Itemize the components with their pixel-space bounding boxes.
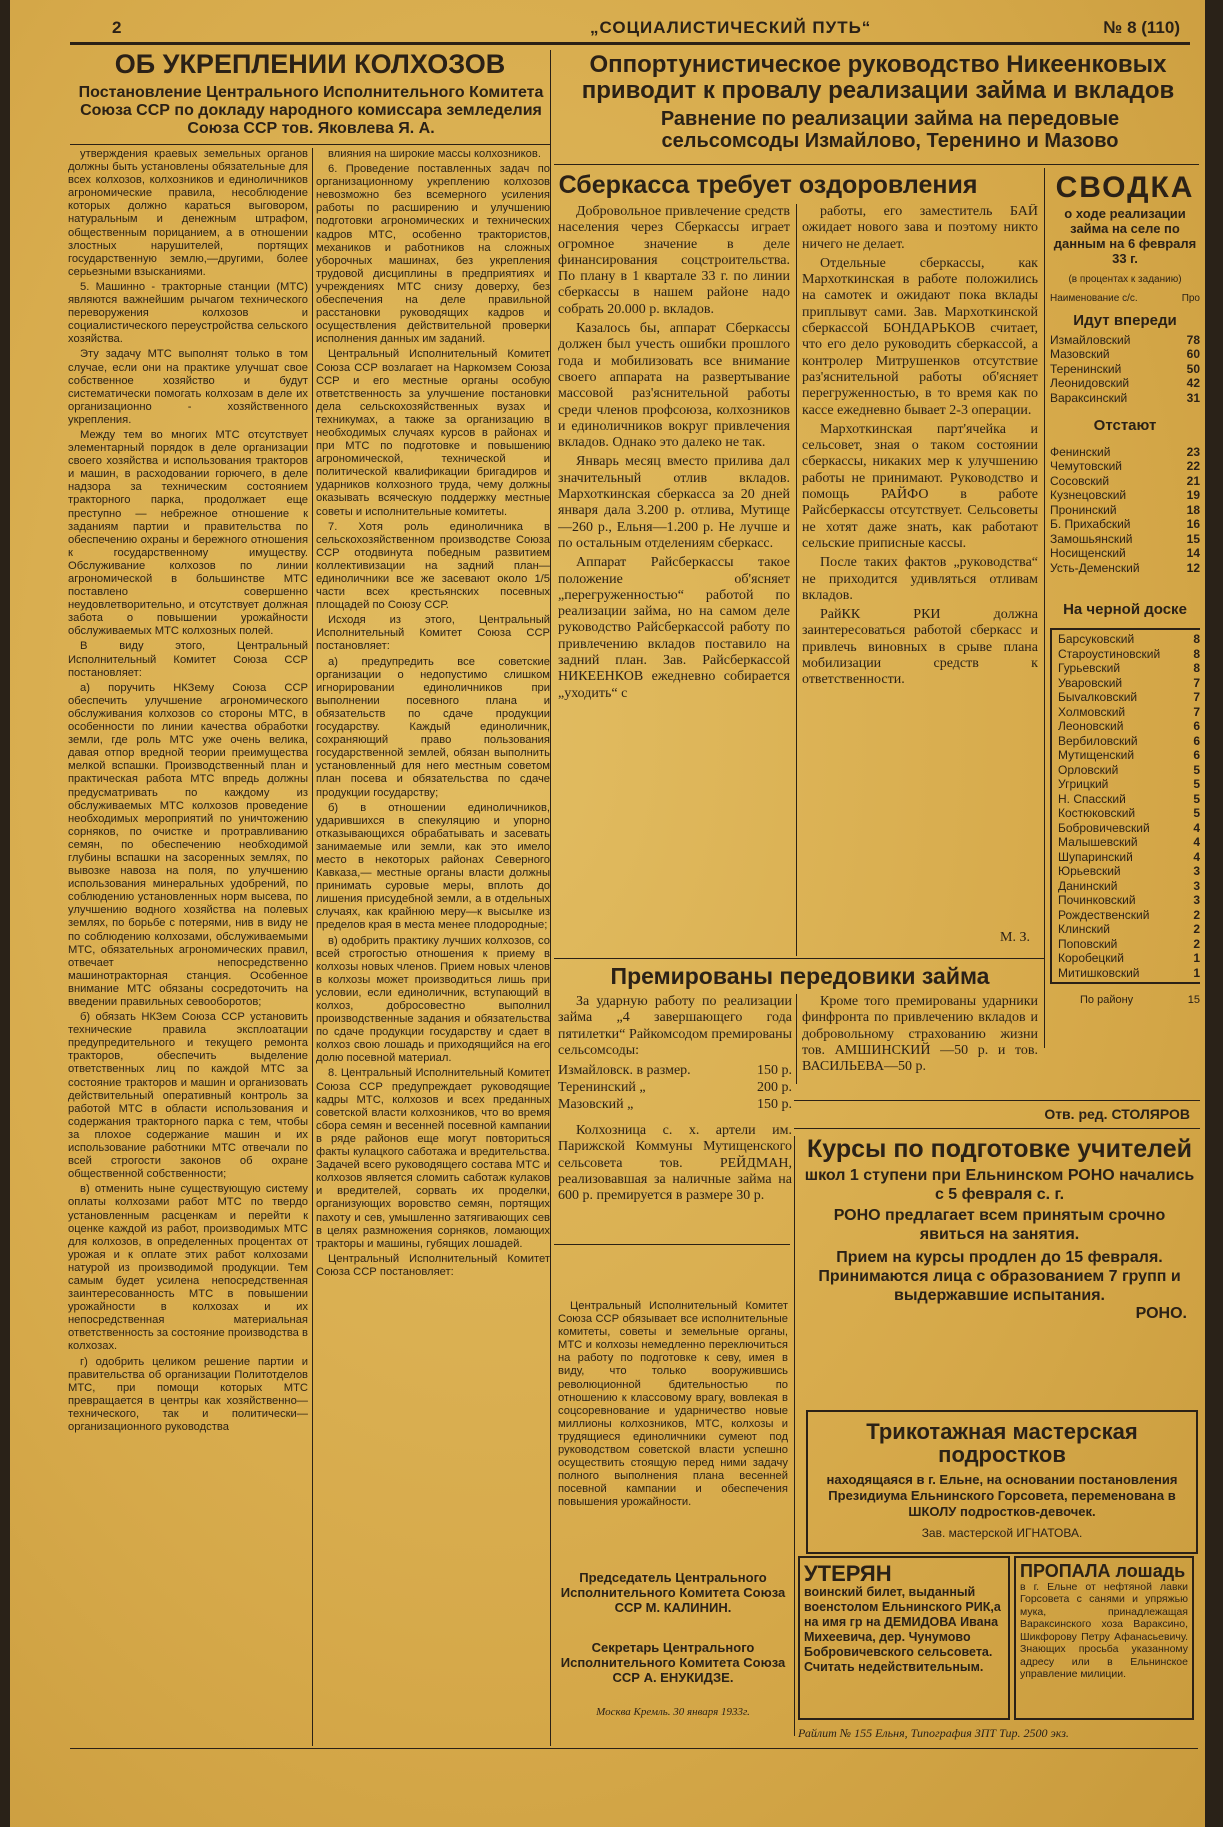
column-rule: [796, 204, 797, 956]
percent-value: 3: [1193, 893, 1200, 908]
prize-sum: 150 р.: [757, 1063, 792, 1079]
svodka-row: [1058, 879, 1200, 894]
lead-subhead: Постановление Центрального Исполнительного Комитета Союза ССР по докладу народного комиссара земледелия Союза ССР тов. Яковлева Я. А.: [78, 84, 544, 137]
settlement-name: Поповский: [1058, 936, 1118, 951]
editor-line: Отв. ред. СТОЛЯРОВ: [1044, 1106, 1190, 1122]
percent-value: 16: [1186, 517, 1200, 531]
paragraph: После таких фактов „руководства“ не приходится удивляться отливам вкладов.: [802, 555, 1038, 603]
percent-value: 12: [1186, 560, 1200, 575]
svodka-laggers-list: [1050, 445, 1200, 576]
svodka-row: [1050, 488, 1200, 503]
svodka-row: [1058, 966, 1200, 981]
percent-value: 15: [1186, 531, 1200, 546]
svodka-district-row: [1050, 994, 1200, 1006]
percent-value: 5: [1193, 777, 1200, 792]
settlement-name: Рождественский: [1058, 907, 1150, 922]
knit-sign: Зав. мастерской ИГНАТОВА.: [921, 1526, 1083, 1541]
settlement-name: Носищенский: [1050, 546, 1126, 560]
percent-value: 50: [1186, 361, 1200, 376]
settlement-name: Вербиловский: [1058, 733, 1138, 748]
settlement-name: Н. Спасский: [1058, 791, 1126, 806]
percent-value: 1: [1193, 965, 1200, 980]
settlement-name: Починковский: [1058, 893, 1136, 908]
bottom-rule: [70, 1748, 1198, 1749]
courses-sign: РОНО.: [1135, 1305, 1187, 1323]
courses-headline: Курсы по подготовке учителей: [807, 1136, 1192, 1163]
horse-body: в г. Ельне от нефтяной лавки Горсовета с санями и упряжью мука, принадлежащая Варакcинского хоза Варакcино, Шикфорову Петру Афанасьевичу. Знающих просьба указанному адресу или в Ельнинское управление милиции.: [1020, 1580, 1188, 1681]
svodka-note: (в процентах к заданию): [1068, 273, 1182, 285]
paragraph: Отдельные сберкассы, как Мархоткинская в работе положились на самотек и ожидают пока вклады приплывут сами. Зав. Мархоткинской сберкассой БОНДАРЬКОВ считает, что его дело руководить сберкассой, а контролер Митрушенков отсутствие раз'яснительной работы об'ясняет перегруженностью, в то время как по кассе ежедневно бывает 2-3 операции.: [802, 255, 1038, 418]
svodka-row: [1058, 748, 1200, 763]
settlement-name: Теренинский: [1050, 361, 1122, 376]
paragraph: Казалось бы, аппарат Сберкассы должен был учесть ошибки прошлого года и мобилизовать все внимание своего аппарата на развертывание массовой раз'яснительной работы среди членов профсоюза, колхозников и единоличников вокруг привлечения вкладов. Однако это далеко не так.: [558, 321, 790, 451]
percent-value: 5: [1193, 762, 1200, 777]
svodka-row: [1058, 777, 1200, 792]
newspaper-page: [10, 0, 1205, 1827]
lost-body: воинский билет, выданный военстолом Ельнинского РИК,а на имя гр на ДЕМИДОВА Ивана Михеевича, дер. Чунумово Бобровичевского сельсовета.: [804, 1585, 1001, 1660]
svodka-row: [1050, 517, 1200, 532]
imprint: Райлит № 155 Ельня, Типография ЗПТ Тир. 2500 экз.: [798, 1726, 1069, 1740]
black-board-box: [1050, 628, 1200, 984]
paragraph: в) отменить ныне существующую систему оплаты колхозами работ МТС по твердо установленным расценкам и перейти к оценке каждой из работ, производимых МТС для колхозов, в определенных процентах от урожая и к оплате этих работ колхозами натурой из производимой продукции. Тем самым будет усилена непосредственная заинтересованность МТС в повышении урожайности в колхозах и их непосредственная материальная ответственность за состояние производства в колхозах.: [68, 1183, 308, 1353]
paragraph: Центральный Исполнительный Комитет Союза ССР возлагает на Наркомзем Союза ССР и его местные органы особую ответственность за улучшение постановки дела сельскохозяйственных вузах и техникумах, а также за организацию в необходимых случаях курсов в районах и при МТС по подготовке и повышению агрономической, технической и политической квалификации бригадиров и ударников колхозного труда, чему должны оказывать всяческую поддержку местные советы и исполнительные комитеты.: [316, 348, 550, 518]
percent-value: 23: [1186, 444, 1200, 459]
percent-value: 8: [1193, 646, 1200, 661]
svodka-row: [1050, 362, 1200, 377]
percent-value: 14: [1186, 546, 1200, 560]
paragraph: Между тем во многих МТС отсутствует элементарный порядок в деле организации своего хозяйства и использования тракторов и машин, в расходовании горючего, в деле надзора за техническим состоянием тракторного парка, продолжает еще преступно — небрежное отношение к заданиям партии и правительства по обеспечению охраны и бережного отношения к государственному имуществу. Обслуживание колхозов по линии агрономической в большинстве МТС поставлено совершенно неудовлетворительно, и отсутствует должная забота о повышении урожайности обслуживаемых МТС колхозных полей.: [68, 428, 308, 638]
prize-text2: Колхозница с. х. артели им. Парижской Коммуны Мутищенского сельсовета тов. РЕЙДМАН, реализовавшая за наличные займа на 600 р. премируется в размере 30 р.: [558, 1123, 792, 1204]
svodka-row: [1058, 835, 1200, 850]
prize-row: [558, 1079, 792, 1096]
svodka-leaders-list: [1050, 333, 1200, 406]
settlement-name: Угрицкий: [1058, 777, 1109, 792]
settlement-name: Мутищенский: [1058, 748, 1135, 763]
svodka-row: [1058, 647, 1200, 662]
prize-column-b: [802, 994, 1038, 1094]
prize-text3: Кроме того премированы ударники финфронта по привлечению вкладов и добровольному страхованию жизни тов. АМШИНСКИЙ —50 р. и тов. ВАСИЛЬЕВА—50 р.: [802, 994, 1038, 1075]
svodka-subtitle: о ходе реализации займа на селе по данным на 6 февраля 33 г.: [1053, 205, 1197, 266]
svodka-title: СВОДКА: [1055, 172, 1195, 204]
svodka-row: [1050, 376, 1200, 391]
divider: [794, 1100, 1200, 1101]
paragraph: 6. Проведение поставленных задач по организационному укреплению колхозов невозможно без всемерного усиления работы по расширению и улучшению подготовки агрономических и технических кадров МТС, особенно трактористов, механиков и работников на сложных уборочных машинах, без укрепления трудовой дисциплины в предприятиях и учреждениях МТС снизу доверху, без обеспечения на деле правильной расстановки руководящих кадров и осуществления действительной проверки исполнения данных им заданий.: [316, 163, 550, 346]
column-rule: [1044, 168, 1045, 1048]
signature-enukidze: Секретарь Центрального Исполнительного Комитета Союза ССР А. ЕНУКИДЗЕ.: [560, 1640, 786, 1685]
settlement-name: Б. Прихабский: [1050, 517, 1131, 531]
percent-value: 4: [1193, 849, 1200, 864]
svodka-panel: [1050, 172, 1200, 1052]
svodka-row: [1058, 719, 1200, 734]
settlement-name: Гурьевский: [1058, 661, 1121, 676]
prize-council: Измайловск. в размер.: [558, 1063, 691, 1079]
settlement-name: Леонидовский: [1050, 376, 1130, 391]
sberkassa-column-b: [802, 204, 1038, 924]
paragraph: б) обязать НКЗем Союза ССР установить технические правила эксплоатации предупредительного и текущего ремонта тракторов, обеспечить выделение ответственных лиц по каждой МТС за состояние тракторов и машин и организовать действительный оперативный контроль за работой МТС в области использования и содержания тракторного парка с тем, чтобы за плохое содержание машин и их использование работники МТС отвечали по всей строгости законов об охране общественной собственности;: [68, 1011, 308, 1181]
svodka-row: [1058, 690, 1200, 705]
knit-workshop-ad: [806, 1410, 1198, 1554]
settlement-name: Быvалковский: [1058, 690, 1138, 705]
paragraph: Центральный Исполнительный Комитет Союза ССР обязывает все исполнительные комитеты, советы и земельные органы, МТС и колхозы немедленно переключиться на работу по подготовке к севу, имея в виду, что только вооружившись революционной бдительностью по отношению к классовому врагу, вовлекая в соцсоревнование и ударничество новые миллионы колхозников, МТС, колхозы и трудящиеся единоличники сумеют под руководством советской власти успешно осуществить стоящую перед ними задачу полного выполнения плана весенней посевной кампании и обеспечения повышения урожайности.: [558, 1300, 788, 1509]
lost-ad: [798, 1556, 1010, 1720]
percent-value: 7: [1193, 704, 1200, 719]
column-rule: [550, 50, 551, 1746]
settlement-name: Клинский: [1058, 922, 1110, 937]
lead-headline: ОБ УКРЕПЛЕНИИ КОЛХОЗОВ: [114, 49, 506, 79]
percent-value: 6: [1193, 748, 1200, 763]
svodka-row: [1050, 333, 1200, 348]
svodka-row: [1058, 922, 1200, 937]
prize-council: Теренинский „: [558, 1080, 646, 1096]
paragraph: работы, его заместитель БАЙ ожидает нового зава и поэтому никто ничего не делает.: [802, 204, 1038, 252]
percent-value: 19: [1186, 488, 1200, 502]
percent-value: 21: [1186, 473, 1200, 488]
percent-value: 78: [1186, 332, 1200, 347]
settlement-name: Мазовский: [1050, 347, 1110, 362]
horse-head: ПРОПАЛА лошадь: [1020, 1561, 1186, 1581]
lead-column-2: [316, 148, 550, 1746]
settlement-name: Замошьянский: [1050, 531, 1133, 546]
settlement-name: Митишковский: [1058, 965, 1140, 980]
settlement-name: Усть-Деменский: [1050, 560, 1140, 575]
percent-value: 31: [1186, 390, 1200, 405]
paragraph: а) поручить НКЗему Союза ССР обеспечить улучшение агрономического обслуживания колхозов со стороны МТС, в особенности по линии качества обработки земли, где роль МТС уже очень велика, давая отпор вредной теории преимущества мелкой вспашки. Производственный план и практическая работа МТС впредь должны предусматривать по каждому из обслуживаемых МТС колхозов проведение необходимых мероприятий по уничтожению сорняков, по очистке и протравливанию семян, по обеспечению необходимой глубины вспашки на засоренных землях, по вывозке навоза на поля, по улучшению использования минеральных удобрений, по соблюдению установленных норм высева, по улучшению водного хозяйства на полевых землях, по борьбе с потерями, нив в виду не по соблюдению колхозами, обслуживаемыми МТС, обязательных агрономических правил, отвечает непосредственно машинотракторная станция. Особенное внимание МТС обязаны сосредоточить на введении правильных севооборотов;: [68, 681, 308, 1008]
issue-number: № 8 (110): [1103, 18, 1180, 37]
paragraph: Мархоткинская парт'ячейка и сельсовет, зная о таком состоянии сберкассы, никаких мер к улучшению работы не принимают. Руководство и помощь РАЙФО в работе Райсберкассы отсутствует. Сельсоветы не хотят даже знать, как работают сельские приписные кассы.: [802, 421, 1038, 551]
settlement-name: Фенинский: [1050, 444, 1111, 459]
sberkassa-column-a: [558, 204, 790, 956]
divider: [794, 1128, 1200, 1129]
svodka-row: [1058, 864, 1200, 879]
percent-value: 2: [1193, 907, 1200, 922]
svodka-lead-heading: Идут впереди: [1073, 311, 1177, 329]
svodka-row: [1050, 459, 1200, 474]
column-rule: [794, 1136, 795, 1736]
paragraph: Исходя из этого, Центральный Исполнительный Комитет Союза ССР постановляет:: [316, 614, 550, 653]
settlement-name: Орловский: [1058, 762, 1119, 777]
percent-value: 5: [1193, 806, 1200, 821]
settlement-name: Бобровичевский: [1058, 820, 1150, 835]
percent-value: 8: [1193, 632, 1200, 647]
loan-subhead: Равнение по реализации займа на передовые сельсомсоды Измайлово, Теренино и Мазово: [660, 108, 1120, 152]
newspaper-title: „СОЦИАЛИСТИЧЕСКИЙ ПУТЬ“: [590, 18, 872, 37]
svodka-black-list: [1058, 632, 1200, 980]
settlement-name: Измайловский: [1050, 332, 1131, 347]
svodka-col-pct: Про: [1181, 292, 1200, 304]
svodka-district-label: По району: [1080, 994, 1134, 1007]
prize-headline: Премированы передовики займа: [610, 963, 990, 989]
svodka-row: [1058, 763, 1200, 778]
percent-value: 2: [1193, 922, 1200, 937]
paragraph: В виду этого, Центральный Исполнительный Комитет Союза ССР постановляет:: [68, 640, 308, 679]
percent-value: 1: [1193, 951, 1200, 966]
percent-value: 2: [1193, 936, 1200, 951]
percent-value: 3: [1193, 878, 1200, 893]
courses-line1: школ 1 ступени при Ельнинском РОНО начались с 5 февраля с. г.: [804, 1167, 1195, 1204]
percent-value: 18: [1186, 502, 1200, 517]
paragraph: РайКК РКИ должна заинтересоваться работой сберкасс и привлечь виновных в срыве плана мобилизации средств к ответственности.: [802, 607, 1038, 688]
prize-council: Мазовский „: [558, 1097, 634, 1113]
paragraph: Эту задачу МТС выполнят только в том случае, если они на практике улучшат свое собственное хозяйство и будут систематически помогать колхозам в деле их организационно - хозяйственного укрепления.: [68, 348, 308, 426]
settlement-name: Данинский: [1058, 878, 1118, 893]
paragraph: Аппарат Райсберкассы такое положение об'ясняет „перегруженностью“ работой по реализации займа, но на самом деле руководство Райсберкассой работу по привлечению вкладов поставило на задний план. Зав. Райсберкассой НИКЕЕНКОВ ежедневно собирается „уходить“ с: [558, 555, 790, 701]
svodka-row: [1058, 705, 1200, 720]
settlement-name: Староустиновский: [1058, 646, 1161, 661]
paragraph: в) одобрить практику лучших колхозов, со всей строгостью отношения к приему в колхозы новых членов. Прием новых членов в колхозы может производиться лишь при условии, если единоличник, вступающий в колхоз, добросовестно выполнил производственные задания и обязательства по сдаче продукции государству и сдает в колхоз свою лошадь и приходящийся на его долю посевной материал.: [316, 934, 550, 1065]
svodka-row: [1058, 792, 1200, 807]
svodka-row: [1058, 908, 1200, 923]
svodka-row: [1050, 474, 1200, 489]
paragraph: г) одобрить целиком решение партии и правительства об организации Политотделов МТС, при помощи которых МТС превращается в центры как хозяйственно—технического, так и политически—организационного руководства: [68, 1355, 308, 1433]
svodka-row: [1050, 445, 1200, 460]
lead-column-1: [68, 148, 308, 1746]
sberkassa-signature: М. З.: [1000, 930, 1030, 945]
svodka-col-name: Наименование с/с.: [1050, 292, 1138, 304]
knit-body: находящаяся в г. Ельне, на основании постановления Президиума Ельнинского Горсовета, переменована в ШКОЛУ подростков-девочек.: [826, 1472, 1178, 1520]
svodka-row: [1050, 503, 1200, 518]
svodka-column-header: [1050, 293, 1200, 304]
place-date: Москва Кремль. 30 января 1933г.: [596, 1706, 750, 1718]
paragraph: Январь месяц вместо прилива дал значительный отлив вкладов. Мархоткинская сберкасса за 20 дней января дала 3.200 р. отлива, Мутище—260 р., Ельня—1.200 р. Не лучше и по остальным отделениям сберкасс.: [558, 454, 790, 551]
lost-tail: Считать недействительным.: [804, 1660, 984, 1675]
settlement-name: Барсуковский: [1058, 632, 1135, 647]
settlement-name: Кузнецовский: [1050, 488, 1127, 502]
settlement-name: Леоновский: [1058, 719, 1124, 734]
paragraph: 7. Хотя роль единоличника в сельскохозяйственном производстве Союза ССР отодвинута победным развитием коллективизации на задний план—единоличники все же засевают около 1/5 части всех крестьянских посевных площадей по Союзу ССР.: [316, 520, 550, 612]
svodka-row: [1058, 676, 1200, 691]
prize-row: [558, 1096, 792, 1113]
percent-value: 3: [1193, 864, 1200, 879]
divider: [70, 144, 550, 145]
svodka-row: [1058, 806, 1200, 821]
svodka-row: [1058, 661, 1200, 676]
courses-line2: РОНО предлагает всем принятым срочно явиться на занятия.: [833, 1207, 1166, 1244]
settlement-name: Уваровский: [1058, 675, 1123, 690]
svodka-row: [1050, 546, 1200, 561]
percent-value: 5: [1193, 791, 1200, 806]
paragraph: б) в отношении единоличников, ударившихся в спекуляцию и упорно отказывающихся обрабатывать и засевать занимаемые или земли, как это имело место в некоторых районах Северного Кавказа,— местные органы власти должны принимать суровые меры, вплоть до лишения присудебной земли, а в отдельных случаях, как крайнюю меру—к высылке из пределов края в места менее плодородные;: [316, 801, 550, 932]
svodka-row: [1050, 347, 1200, 362]
knit-headline: Трикотажная мастерская подростков: [866, 1419, 1138, 1468]
settlement-name: Холмовский: [1058, 704, 1126, 719]
paragraph: а) предупредить все советские организации о недопустимо слишком игнорировании единоличников при выполнении посевного плана и обязательств по сдаче продукции государству. Каждый единоличник, сохраняющий право пользования государственной землей, обязан выполнить установленный для него местным советом план посева и обязательства по сдаче продукции государству;: [316, 655, 550, 799]
paragraph: влияния на широкие массы колхозников.: [328, 148, 541, 160]
lost-head: УТЕРЯН: [804, 1561, 892, 1586]
settlement-name: Малышевский: [1058, 835, 1138, 850]
column-rule: [796, 994, 797, 1084]
paragraph: 5. Машинно - тракторные станции (МТС) являются важнейшим рычагом технического переворужения колхозов и социалистического переустройства сельского хозяйства.: [68, 280, 308, 346]
settlement-name: Сосовский: [1050, 473, 1110, 488]
paragraph: Центральный Исполнительный Комитет Союза ССР постановляет:: [316, 1252, 550, 1278]
settlement-name: Костюковский: [1058, 806, 1136, 821]
percent-value: 4: [1193, 835, 1200, 850]
percent-value: 7: [1193, 675, 1200, 690]
svodka-row: [1058, 632, 1200, 647]
settlement-name: Коробецкий: [1058, 951, 1124, 966]
loan-headline: Оппортунистическое руководство Никеенковых приводит к провалу реализации займа и вкладов: [581, 51, 1175, 104]
svodka-lag-heading: Отстают: [1093, 417, 1157, 435]
svodka-row: [1050, 561, 1200, 576]
courses-ad: [802, 1136, 1197, 1356]
percent-value: 22: [1186, 459, 1200, 473]
svodka-row: [1058, 821, 1200, 836]
svodka-row: [1058, 850, 1200, 865]
prize-column-a: [558, 994, 792, 1238]
courses-line3: Прием на курсы продлен до 15 февраля. Принимаются лица с образованием 7 групп и выдержавшие испытания.: [818, 1249, 1181, 1305]
percent-value: 8: [1193, 661, 1200, 676]
paragraph: утверждения краевых земельных органов должны быть установлены обязательные для всех колхозов, колхозников и единоличников агрономические правила, несоблюдение которых должно караться выговором, натуральным и денежным штрафом, общественным порицанием, а в отношении злостных нарушителей, портящих государственную землю,—другими, более серьезными взысканиями.: [68, 148, 308, 278]
signature-kalinin: Председатель Центрального Исполнительного Комитета Союза ССР М. КАЛИНИН.: [560, 1570, 786, 1615]
svodka-row: [1058, 734, 1200, 749]
svodka-row: [1058, 937, 1200, 952]
divider: [554, 1244, 790, 1245]
settlement-name: Пронинский: [1050, 502, 1117, 517]
divider: [554, 958, 1044, 959]
divider: [554, 164, 1199, 165]
svodka-row: [1058, 893, 1200, 908]
settlement-name: Шупаринский: [1058, 849, 1133, 864]
column-rule: [312, 148, 313, 1746]
prize-row: [558, 1062, 792, 1079]
lead-column-3: [558, 1300, 788, 1555]
prize-rows: [558, 1062, 792, 1113]
sberkassa-headline: Сберкасса требует оздоровления: [558, 171, 978, 199]
svodka-district-value: 15: [1187, 994, 1200, 1007]
svodka-black-heading: На черной доске: [1063, 601, 1187, 618]
percent-value: 60: [1186, 347, 1200, 362]
masthead: [70, 18, 1190, 45]
settlement-name: Варакcинский: [1050, 390, 1128, 405]
settlement-name: Чемутовский: [1050, 459, 1122, 473]
percent-value: 42: [1186, 376, 1200, 391]
horse-ad: [1014, 1556, 1194, 1720]
svodka-row: [1050, 391, 1200, 406]
percent-value: 6: [1193, 733, 1200, 748]
page-number: 2: [112, 18, 122, 37]
svodka-row: [1050, 532, 1200, 547]
svodka-row: [1058, 951, 1200, 966]
percent-value: 7: [1193, 690, 1200, 705]
prize-sum: 150 р.: [757, 1097, 792, 1113]
prize-sum: 200 р.: [757, 1080, 792, 1096]
paragraph: 8. Центральный Исполнительный Комитет Союза ССР предупреждает руководящие кадры МТС, колхозов и всех преданных советской власти колхозников, что во время сбора семян и весенней посевной кампании в ряде районов еще могут повториться факты кулацкого саботажа и вредительства. Задачей всего руководящего состава МТС и колхозов является сломить саботаж кулаков и вредителей, сорвать их проделки, организующих воровство семян, портящих пахоту и сев, умышленно затягивающих сев в целях размножения сорняков, ломающих тракторы и машины, губящих лошадей.: [316, 1067, 550, 1250]
percent-value: 6: [1193, 719, 1200, 734]
settlement-name: Юрьевский: [1058, 864, 1121, 879]
paragraph: Добровольное привлечение средств населения через Сберкассы играет огромное значение в деле финансирования соцстроительства. По плану в 1 квартале 33 г. по линии сберкассы в нашем районе надо собрать 20.000 р. вкладов.: [558, 204, 790, 317]
prize-intro: За ударную работу по реализации займа „4 завершающего года пятилетки“ Райкомсодом премированы сельсомсоды:: [558, 994, 792, 1058]
percent-value: 4: [1193, 820, 1200, 835]
